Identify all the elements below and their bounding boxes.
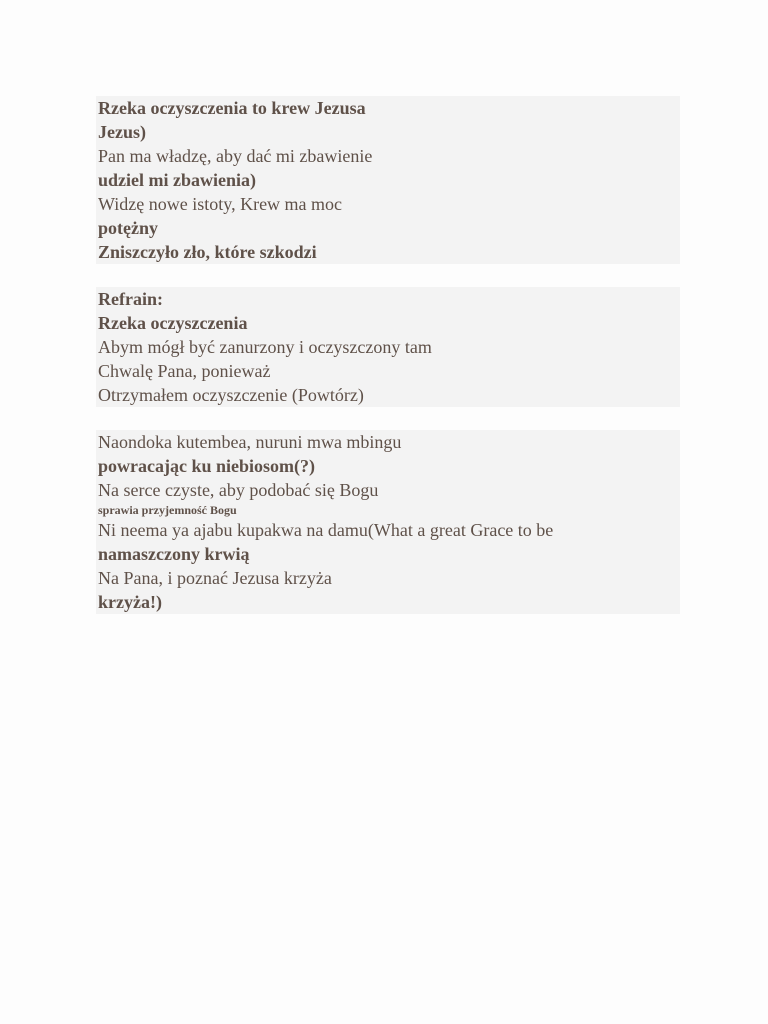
lyric-line: powracając ku niebiosom(?) — [98, 456, 315, 476]
stanza-spacer — [96, 264, 680, 287]
lyric-line: Zniszczyło zło, które szkodzi — [98, 242, 317, 262]
lyric-line: sprawia przyjemność Bogu — [98, 503, 237, 517]
lyric-line: Na serce czyste, aby podobać się Bogu — [98, 480, 379, 500]
lyric-line: Otrzymałem oczyszczenie (Powtórz) — [98, 385, 364, 405]
lyrics-document — [96, 96, 680, 614]
lyric-line: udziel mi zbawienia) — [98, 170, 256, 190]
lyric-line: Rzeka oczyszczenia — [98, 313, 248, 333]
lyric-line: Pan ma władzę, aby dać mi zbawienie — [98, 146, 373, 166]
lyric-line: krzyża!) — [98, 592, 162, 612]
lyric-line: Naondoka kutembea, nuruni mwa mbingu — [98, 432, 402, 452]
lyric-line: Refrain: — [98, 289, 163, 309]
lyric-line: Jezus) — [98, 122, 146, 142]
lyric-line: potężny — [98, 218, 158, 238]
lyric-line: Abym mógł być zanurzony i oczyszczony tam — [98, 337, 432, 357]
lyric-line: Rzeka oczyszczenia to krew Jezusa — [98, 98, 366, 118]
lyric-line: namaszczony krwią — [98, 544, 250, 564]
lyric-line: Ni neema ya ajabu kupakwa na damu(What a great Grace to be — [98, 520, 554, 540]
stanza-spacer — [96, 407, 680, 430]
verse-1 — [96, 96, 680, 264]
lyric-line: Na Pana, i poznać Jezusa krzyża — [98, 568, 332, 588]
lyric-line: Widzę nowe istoty, Krew ma moc — [98, 194, 343, 214]
lyric-line: Chwalę Pana, ponieważ — [98, 361, 271, 381]
verse-2 — [96, 430, 680, 614]
refrain — [96, 287, 680, 407]
